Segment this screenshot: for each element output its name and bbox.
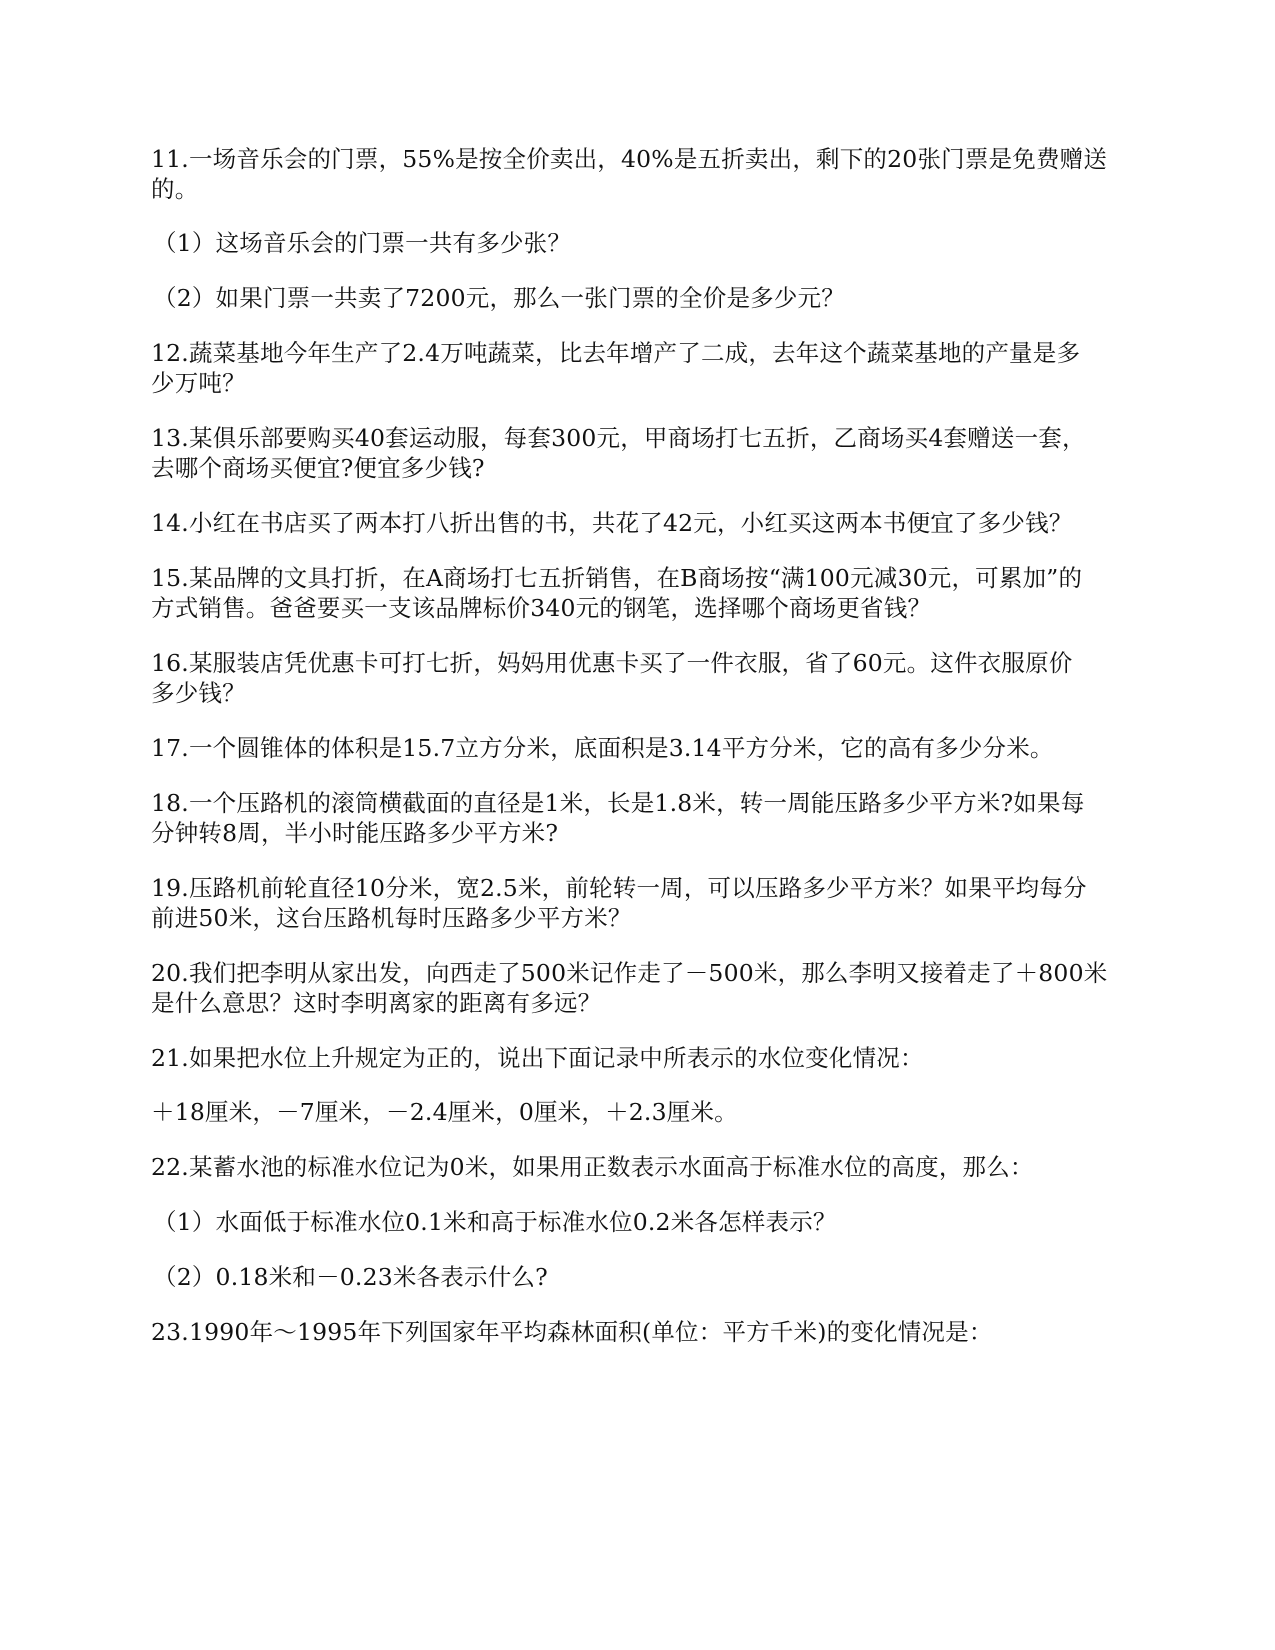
- q15-line-1: 15.某品牌的文具打折，在A商场打七五折销售，在B商场按“满100元减30元，可累加”的: [151, 564, 1083, 592]
- q22-sub-1: （1）水面低于标准水位0.1米和高于标准水位0.2米各怎样表示？: [153, 1208, 837, 1236]
- q19-line-1: 19.压路机前轮直径10分米，宽2.5米，前轮转一周，可以压路多少平方米？如果平均每分: [151, 874, 1087, 902]
- q13-line-2: 去哪个商场买便宜?便宜多少钱?: [151, 454, 485, 482]
- q23-line-1: 23.1990年～1995年下列国家年平均森林面积(单位：平方千米)的变化情况是：: [151, 1318, 993, 1346]
- q20-line-2: 是什么意思？这时李明离家的距离有多远？: [151, 989, 602, 1017]
- q14-line-1: 14.小红在书店买了两本打八折出售的书，共花了42元，小红买这两本书便宜了多少钱？: [151, 509, 1073, 537]
- q11-sub-2: （2）如果门票一共卖了7200元，那么一张门票的全价是多少元？: [153, 284, 845, 312]
- q19-line-2: 前进50米，这台压路机每时压路多少平方米？: [151, 904, 632, 932]
- q13-line-1: 13.某俱乐部要购买40套运动服，每套300元，甲商场打七五折，乙商场买4套赠送一套，: [151, 424, 1086, 452]
- q18-line-1: 18.一个压路机的滚筒横截面的直径是1米，长是1.8米，转一周能压路多少平方米?如果每: [151, 789, 1085, 817]
- q11-sub-1: （1）这场音乐会的门票一共有多少张？: [153, 229, 572, 257]
- q17-line-1: 17.一个圆锥体的体积是15.7立方分米，底面积是3.14平方分米，它的高有多少分米。: [151, 734, 1054, 762]
- q12-line-1: 12.蔬菜基地今年生产了2.4万吨蔬菜，比去年增产了二成，去年这个蔬菜基地的产量是多: [151, 339, 1081, 367]
- q22-sub-2: （2）0.18米和－0.23米各表示什么?: [153, 1263, 548, 1291]
- q16-line-1: 16.某服装店凭优惠卡可打七折，妈妈用优惠卡买了一件衣服，省了60元。这件衣服原价: [151, 649, 1073, 677]
- q11-line-2: 的。: [151, 175, 199, 203]
- q18-line-2: 分钟转8周，半小时能压路多少平方米?: [151, 819, 559, 847]
- q20-line-1: 20.我们把李明从家出发，向西走了500米记作走了－500米，那么李明又接着走了＋800米: [151, 959, 1108, 987]
- q15-line-2: 方式销售。爸爸要买一支该品牌标价340元的钢笔，选择哪个商场更省钱？: [151, 594, 932, 622]
- q16-line-2: 多少钱？: [151, 679, 246, 707]
- q11-line-1: 11.一场音乐会的门票，55%是按全价卖出，40%是五折卖出，剩下的20张门票是免费赠送: [151, 145, 1108, 173]
- q12-line-2: 少万吨？: [151, 369, 246, 397]
- q21-line-2: ＋18厘米，－7厘米，－2.4厘米，0厘米，＋2.3厘米。: [151, 1098, 738, 1126]
- q22-line-1: 22.某蓄水池的标准水位记为0米，如果用正数表示水面高于标准水位的高度，那么：: [151, 1153, 1034, 1181]
- q21-line-1: 21.如果把水位上升规定为正的，说出下面记录中所表示的水位变化情况：: [151, 1044, 924, 1072]
